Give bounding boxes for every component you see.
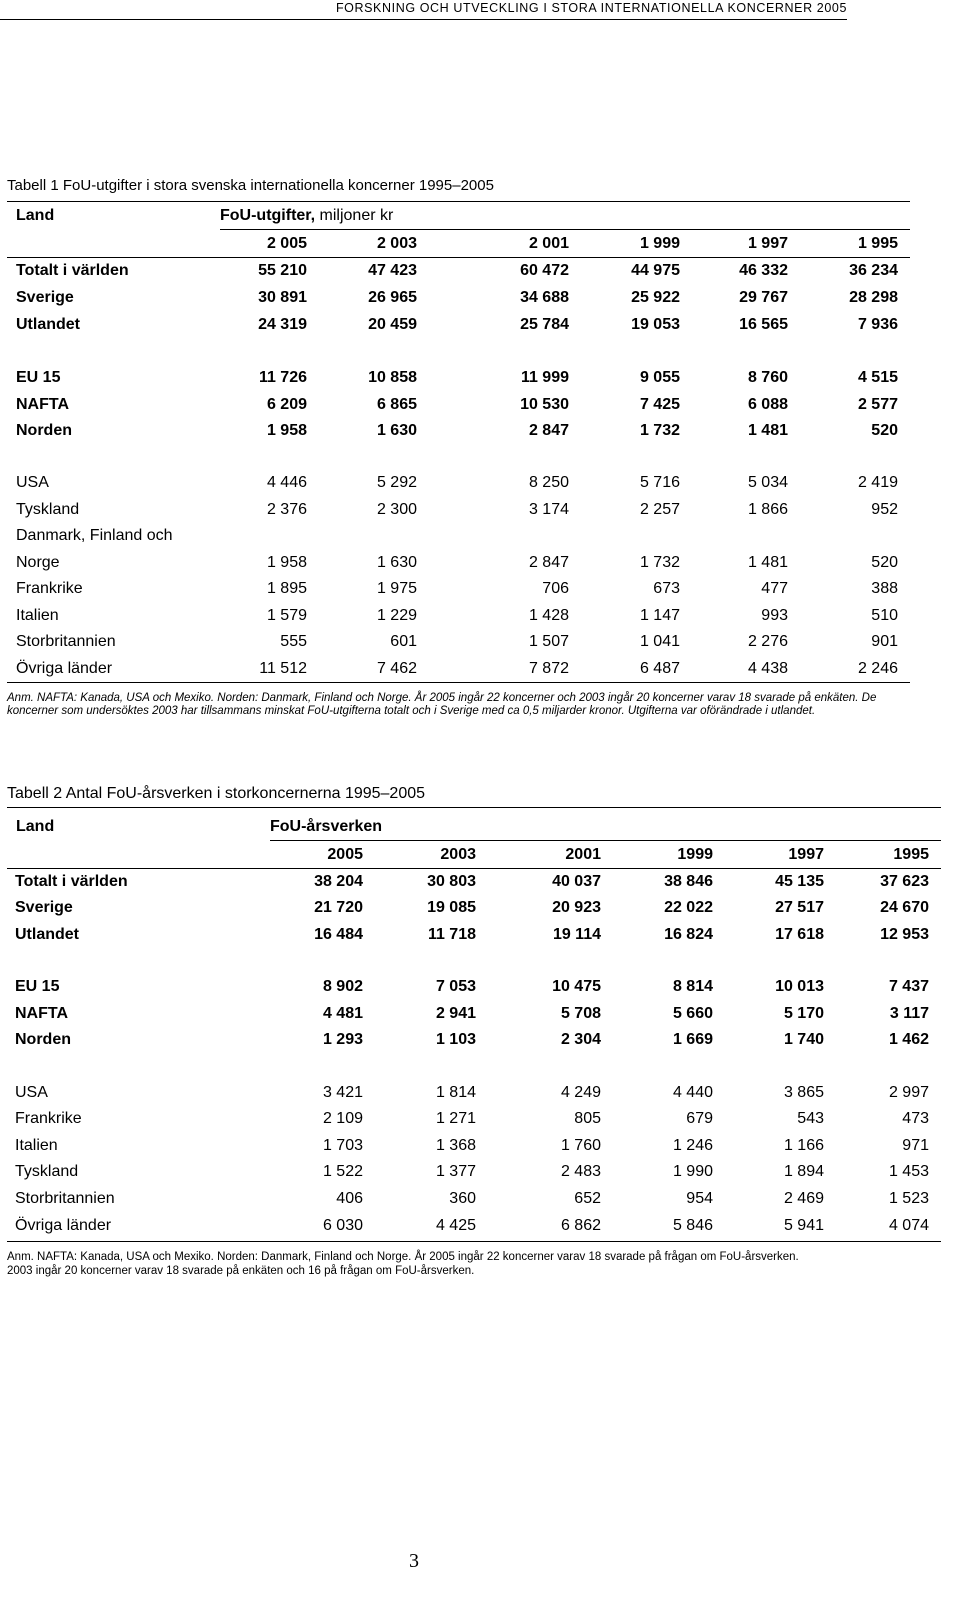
table1-cell: 1 975: [376, 580, 417, 597]
table2-cell: 971: [902, 1137, 929, 1154]
table1-cell: 29 767: [739, 289, 788, 306]
table1-caption: Tabell 1 FoU-utgifter i stora svenska internationella koncerner 1995–2005: [7, 177, 494, 194]
table1-cell: 1 958: [266, 422, 307, 439]
table2-row-label: EU 15: [15, 978, 60, 995]
table2-cell: 7 053: [435, 978, 476, 995]
table1-cell: 520: [871, 422, 898, 439]
table2-cell: 406: [336, 1190, 363, 1207]
table1-cell: 47 423: [368, 262, 417, 279]
table1-bottom-rule: [7, 682, 910, 683]
table2-cell: 1 166: [783, 1137, 824, 1154]
table2-row-label: Tyskland: [15, 1163, 79, 1180]
table1-col-group: [220, 207, 393, 225]
table2-cell: 7 437: [888, 978, 929, 995]
table2-cell: 954: [686, 1190, 713, 1207]
table1-cell: 2 300: [376, 501, 417, 518]
table2-cell: 1 523: [888, 1190, 929, 1207]
table2-cell: 2 109: [322, 1110, 363, 1127]
table2-cell: 5 941: [783, 1217, 824, 1234]
table2-cell: 1 740: [783, 1031, 824, 1048]
table1-col-land: Land: [16, 207, 55, 224]
table2-cell: 38 846: [664, 873, 713, 890]
table1-cell: 4 515: [857, 369, 898, 386]
table1-cell: 16 565: [739, 316, 788, 333]
table1-cell: 11 512: [259, 660, 307, 677]
table2-cell: 1 814: [435, 1084, 476, 1101]
table2-cell: 27 517: [775, 899, 824, 916]
table2-cell: 30 803: [427, 873, 476, 890]
table1-group-rule: [220, 229, 910, 230]
table2-row-label: Norden: [15, 1031, 71, 1048]
table2-cell: 8 902: [322, 978, 363, 995]
table1-cell: 10 858: [368, 369, 417, 386]
table1-cell: 2 376: [266, 501, 307, 518]
table1-cell: 4 438: [747, 660, 788, 677]
table1-cell: 11 726: [258, 369, 307, 386]
table2-cell: 24 670: [880, 899, 929, 916]
table1-cell: 2 847: [528, 422, 569, 439]
table2-cell: 5 170: [783, 1005, 824, 1022]
table1-row-label: Italien: [16, 607, 59, 624]
table2-cell: 1 462: [888, 1031, 929, 1048]
table1-cell: 60 472: [520, 262, 569, 279]
table2-cell: 473: [902, 1110, 929, 1127]
running-head: FORSKNING OCH UTVECKLING I STORA INTERNATIONELLA KONCERNER 2005: [0, 0, 847, 20]
table1-cell: 4 446: [266, 474, 307, 491]
table1-cell: 34 688: [520, 289, 569, 306]
table2-bottom-rule: [7, 1241, 941, 1242]
table2-cell: 19 085: [427, 899, 476, 916]
table2-year-3: 1999: [677, 846, 713, 863]
table1-cell: 6 487: [639, 660, 680, 677]
table1-cell: 28 298: [849, 289, 898, 306]
table1-cell: 477: [761, 580, 788, 597]
table1-cell: 36 234: [849, 262, 898, 279]
table1-col-group-bold: FoU-utgifter,: [220, 207, 316, 224]
table2-note-line1: Anm. NAFTA: Kanada, USA och Mexiko. Norden: Danmark, Finland och Norge. År 2005 ingår 22 koncerner varav 18 svarade på frågan om FoU-årsverken.: [7, 1251, 799, 1263]
table1-cell: 993: [761, 607, 788, 624]
table1-cell: 44 975: [631, 262, 680, 279]
table2-row-label: Storbritannien: [15, 1190, 115, 1207]
table1-row-label: Tyskland: [16, 501, 80, 518]
table2-cell: 5 846: [672, 1217, 713, 1234]
table1-cell: 555: [280, 633, 307, 650]
table2-year-5: 1995: [893, 846, 929, 863]
table1-row-label: Norden: [16, 422, 72, 439]
table1-row-label: EU 15: [16, 369, 61, 386]
table1-cell: 1 579: [266, 607, 307, 624]
table2-cell: 16 824: [664, 926, 713, 943]
table2-cell: 1 453: [888, 1163, 929, 1180]
table1-cell: 9 055: [639, 369, 680, 386]
table1-year-3: 1 999: [639, 235, 680, 252]
table2-cell: 4 425: [435, 1217, 476, 1234]
table2-cell: 1 522: [322, 1163, 363, 1180]
table1-cell: 26 965: [368, 289, 417, 306]
table2-cell: 38 204: [314, 873, 363, 890]
table2-cell: 4 249: [560, 1084, 601, 1101]
table2-cell: 4 481: [322, 1005, 363, 1022]
table1-row-label: Övriga länder: [16, 660, 113, 677]
table1-year-0: 2 005: [266, 235, 307, 252]
table1-cell: 11 999: [520, 369, 569, 386]
table1-cell: 6 865: [376, 396, 417, 413]
table2-cell: 2 483: [560, 1163, 601, 1180]
table2-cell: 1 703: [322, 1137, 363, 1154]
table1-cell: 1 481: [747, 554, 788, 571]
table1-col-group-rest: miljoner kr: [315, 207, 394, 224]
table1-row-label: Totalt i världen: [16, 262, 129, 279]
table1-row-label: USA: [16, 474, 49, 491]
table1-year-4: 1 997: [747, 235, 788, 252]
table2-row-label: Frankrike: [15, 1110, 82, 1127]
table2-cell: 21 720: [314, 899, 363, 916]
table2-note-line2: 2003 ingår 20 koncerner varav 18 svarade på enkäten och 16 på frågan om FoU-årsverken.: [7, 1265, 475, 1277]
table1-cell: 10 530: [520, 396, 569, 413]
table1-cell: 25 784: [520, 316, 569, 333]
table1-cell: 25 922: [631, 289, 680, 306]
table1-cell: 601: [390, 633, 417, 650]
table1-cell: 6 088: [747, 396, 788, 413]
table1-cell: 1 229: [376, 607, 417, 624]
table1-row-label: Storbritannien: [16, 633, 116, 650]
table2-cell: 1 894: [783, 1163, 824, 1180]
table2-caption: Tabell 2 Antal FoU-årsverken i storkoncernerna 1995–2005: [7, 785, 426, 802]
table1-cell: 6 209: [266, 396, 307, 413]
table1-cell: 1 866: [747, 501, 788, 518]
table2-cell: 1 760: [560, 1137, 601, 1154]
table2-cell: 1 271: [435, 1110, 476, 1127]
table1-cell: 1 041: [639, 633, 680, 650]
table1-cell: 2 276: [747, 633, 788, 650]
table1-cell: 706: [542, 580, 569, 597]
table2-row-label: Italien: [15, 1137, 58, 1154]
table1-cell: 8 760: [747, 369, 788, 386]
table1-cell: 19 053: [631, 316, 680, 333]
table2-cell: 2 997: [888, 1084, 929, 1101]
table2-header-rule: [7, 868, 941, 869]
table2-cell: 1 246: [672, 1137, 713, 1154]
table1-cell: 1 481: [747, 422, 788, 439]
table2-cell: 1 368: [435, 1137, 476, 1154]
table2-cell: 1 377: [435, 1163, 476, 1180]
page-number: 3: [409, 1550, 419, 1572]
table2-cell: 10 013: [775, 978, 824, 995]
table1-cell: 2 847: [528, 554, 569, 571]
table1-cell: 7 872: [528, 660, 569, 677]
table1-cell: 7 936: [857, 316, 898, 333]
table1-cell: 1 147: [639, 607, 680, 624]
table1-year-2: 2 001: [528, 235, 569, 252]
table2-row-label: NAFTA: [15, 1005, 69, 1022]
table1-cell: 55 210: [258, 262, 307, 279]
table1-header-rule: [7, 257, 910, 258]
table1-row-label: Frankrike: [16, 580, 83, 597]
table1-cell: 520: [871, 554, 898, 571]
table2-col-land: Land: [16, 818, 55, 835]
table2-cell: 45 135: [775, 873, 824, 890]
table1-cell: 5 716: [639, 474, 680, 491]
table1-cell: 388: [871, 580, 898, 597]
table1-cell: 901: [871, 633, 898, 650]
table2-col-group: FoU-årsverken: [270, 818, 383, 835]
table1-cell: 673: [653, 580, 680, 597]
table1-row-label: Utlandet: [16, 316, 80, 333]
table1-cell: 1 507: [528, 633, 569, 650]
table2-cell: 1 990: [672, 1163, 713, 1180]
table1-row-label: Sverige: [16, 289, 74, 306]
table2-row-label: USA: [15, 1084, 48, 1101]
table2-year-0: 2005: [327, 846, 363, 863]
table1-cell: 1 630: [376, 554, 417, 571]
table2-cell: 6 862: [560, 1217, 601, 1234]
table2-cell: 40 037: [552, 873, 601, 890]
table1-row-label: Norge: [16, 554, 60, 571]
table2-cell: 6 030: [322, 1217, 363, 1234]
table2-row-label: Totalt i världen: [15, 873, 128, 890]
table1-cell: 2 577: [857, 396, 898, 413]
table1-cell: 1 732: [639, 554, 680, 571]
table1-cell: 1 428: [528, 607, 569, 624]
table2-cell: 3 421: [322, 1084, 363, 1101]
table1-cell: 2 257: [639, 501, 680, 518]
table2-cell: 805: [574, 1110, 601, 1127]
table2-cell: 17 618: [775, 926, 824, 943]
table1-year-1: 2 003: [376, 235, 417, 252]
table2-cell: 2 304: [560, 1031, 601, 1048]
table1-cell: 1 630: [376, 422, 417, 439]
table2-cell: 16 484: [314, 926, 363, 943]
table1-cell: 1 895: [266, 580, 307, 597]
table2-row-label: Sverige: [15, 899, 73, 916]
table1-cell: 5 292: [376, 474, 417, 491]
table1-row-label: NAFTA: [16, 396, 70, 413]
table2-cell: 22 022: [664, 899, 713, 916]
table1-cell: 7 462: [376, 660, 417, 677]
table2-cell: 11 718: [427, 926, 476, 943]
table1-cell: 1 958: [266, 554, 307, 571]
table1-top-rule: [7, 201, 910, 202]
table2-group-rule: [270, 840, 941, 841]
table1-cell: 20 459: [368, 316, 417, 333]
table1-cell: 952: [871, 501, 898, 518]
table2-cell: 679: [686, 1110, 713, 1127]
table1-cell: 1 732: [639, 422, 680, 439]
table2-year-2: 2001: [565, 846, 601, 863]
table2-cell: 10 475: [552, 978, 601, 995]
table2-cell: 360: [449, 1190, 476, 1207]
table2-cell: 1 103: [435, 1031, 476, 1048]
table2-year-1: 2003: [440, 846, 476, 863]
table2-cell: 19 114: [552, 926, 601, 943]
table2-cell: 3 865: [783, 1084, 824, 1101]
table2-cell: 652: [574, 1190, 601, 1207]
table2-cell: 2 941: [435, 1005, 476, 1022]
table2-top-rule: [7, 807, 941, 808]
table1-note: Anm. NAFTA: Kanada, USA och Mexiko. Norden: Danmark, Finland och Norge. År 2005 ingår 22 koncerner och 2003 ingår 20 koncerner varav 18 svarade på enkäten. De koncerner som undersöktes 2003 har tillsammans minskat FoU-utgifterna totalt och i Sverige med ca 0,5 miljarder kronor. Utgifterna var oförändrade i utlandet.: [7, 692, 877, 717]
table1-cell: 46 332: [739, 262, 788, 279]
table2-cell: 20 923: [552, 899, 601, 916]
table2-cell: 1 293: [322, 1031, 363, 1048]
table2-cell: 5 660: [672, 1005, 713, 1022]
table1-cell: 7 425: [639, 396, 680, 413]
table2-cell: 5 708: [560, 1005, 601, 1022]
table1-year-5: 1 995: [857, 235, 898, 252]
table1-cell: 30 891: [258, 289, 307, 306]
table2-cell: 1 669: [672, 1031, 713, 1048]
table2-year-4: 1997: [788, 846, 824, 863]
table1-cell: 5 034: [747, 474, 788, 491]
table2-cell: 2 469: [783, 1190, 824, 1207]
table1-row-label: Danmark, Finland och: [16, 527, 173, 544]
table2-cell: 3 117: [889, 1005, 929, 1022]
table2-cell: 543: [797, 1110, 824, 1127]
table2-cell: 37 623: [880, 873, 929, 890]
table1-cell: 24 319: [258, 316, 307, 333]
table1-cell: 510: [871, 607, 898, 624]
table2-cell: 8 814: [672, 978, 713, 995]
table1-cell: 2 419: [857, 474, 898, 491]
table1-cell: 2 246: [857, 660, 898, 677]
table2-cell: 4 440: [672, 1084, 713, 1101]
table1-cell: 8 250: [528, 474, 569, 491]
table2-row-label: Övriga länder: [15, 1217, 112, 1234]
table1-cell: 3 174: [528, 501, 569, 518]
table2-cell: 4 074: [888, 1217, 929, 1234]
table2-cell: 12 953: [880, 926, 929, 943]
table2-row-label: Utlandet: [15, 926, 79, 943]
